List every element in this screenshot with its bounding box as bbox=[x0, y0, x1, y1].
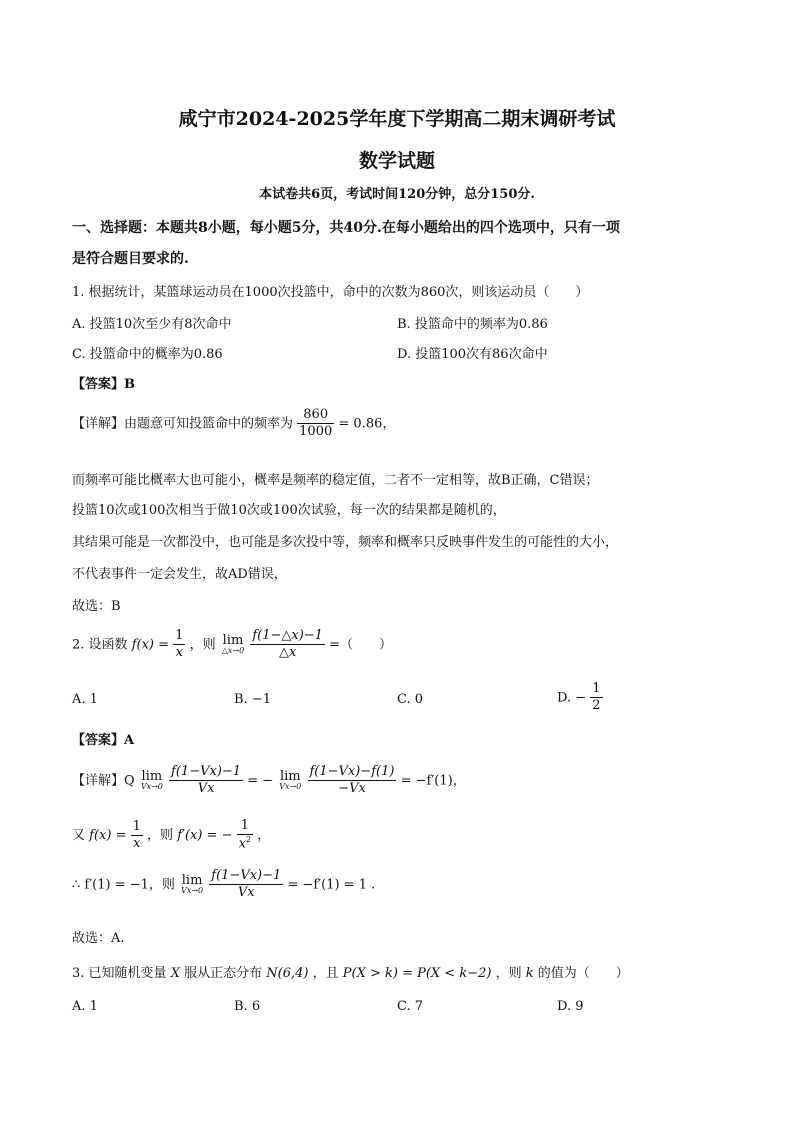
q2-option-c: C. 0 bbox=[397, 692, 424, 707]
exam-title: 咸宁市2024-2025学年度下学期高二期末调研考试 bbox=[178, 108, 616, 130]
q2-line3-lim-sub: Vx→0 bbox=[181, 886, 204, 896]
q3-option-a: A. 1 bbox=[72, 999, 98, 1014]
q2-line2-den: x bbox=[133, 835, 141, 851]
q2-stem-prefix: 2. 设函数 bbox=[72, 637, 128, 653]
q2-limit-num: f(1−△x)−1 bbox=[250, 628, 325, 645]
q2-detail-num-2: f(1−Vx)−f(1) bbox=[308, 764, 397, 781]
q1-stem: 1. 根据统计，某篮球运动员在1000次投篮中，命中的次数为860次，则该运动员（ ） bbox=[72, 285, 589, 300]
q3-option-c: C. 7 bbox=[397, 999, 424, 1014]
q2-option-d-den: 2 bbox=[592, 698, 601, 714]
q2-line2-frac-2 bbox=[237, 818, 253, 853]
q3-stem bbox=[72, 962, 629, 981]
exam-info: 本试卷共6页，考试时间120分钟，总分150分. bbox=[259, 187, 535, 202]
q1-frac-den: 1000 bbox=[299, 424, 333, 440]
q2-line2-fx: f(x) = bbox=[89, 827, 127, 843]
exam-subtitle: 数学试题 bbox=[358, 150, 435, 172]
q2-detail-limit-2 bbox=[279, 770, 301, 791]
q2-limit bbox=[222, 634, 244, 655]
q3-stem-suffix: 的值为（ ） bbox=[537, 966, 629, 981]
q2-detail-lim-sub-1: Vx→0 bbox=[140, 782, 163, 792]
section-heading-line1: 一、选择题：本题共8小题，每小题5分，共40分.在每小题给出的四个选项中，只有一项 bbox=[72, 220, 620, 236]
q2-stem bbox=[72, 628, 392, 662]
q2-line2-prefix: 又 bbox=[72, 827, 86, 843]
q3-var-x: X bbox=[170, 966, 180, 981]
q2-line3-limit bbox=[181, 874, 203, 895]
q2-line3-num: f(1−Vx)−1 bbox=[209, 868, 283, 885]
q2-option-d bbox=[557, 681, 603, 715]
q2-line3-frac bbox=[209, 868, 283, 902]
q2-option-d-frac bbox=[590, 681, 602, 715]
q3-probability: P(X > k) = P(X < k−2) bbox=[342, 966, 492, 981]
q3-stem-mid3: ，则 bbox=[495, 966, 522, 981]
q3-option-d: D. 9 bbox=[557, 999, 584, 1014]
q2-line3-lim-label: lim bbox=[181, 873, 203, 889]
q2-detail-lim-label-2: lim bbox=[279, 769, 301, 785]
q2-detail-den-2: −Vx bbox=[338, 781, 366, 797]
q1-detail-line-4: 不代表事件一定会发生，故AD错误， bbox=[72, 567, 287, 582]
q1-detail-suffix: = 0.86， bbox=[338, 416, 396, 432]
q1-detail-line-1: 而频率可能比概率大也可能小，概率是频率的稳定值，二者不一定相等，故B正确，C错误； bbox=[72, 473, 599, 488]
q2-stem-suffix: =（ ） bbox=[329, 637, 392, 653]
q3-stem-prefix: 3. 已知随机变量 bbox=[72, 966, 167, 981]
q2-detail-frac-2 bbox=[308, 764, 397, 798]
q2-line2-fpx: f′(x) = − bbox=[177, 827, 233, 843]
q2-option-d-num: 1 bbox=[590, 681, 602, 698]
q2-detail-line-2 bbox=[72, 818, 270, 853]
q2-detail-limit-1 bbox=[141, 770, 163, 791]
q1-answer: 【答案】B bbox=[72, 377, 135, 392]
q3-stem-mid1: 服从正态分布 bbox=[184, 966, 263, 981]
q2-frac-num: 1 bbox=[173, 628, 185, 645]
q1-option-c: C. 投篮命中的概率为0.86 bbox=[72, 347, 223, 362]
q2-lim-sub: △x→0 bbox=[221, 646, 245, 656]
q1-detail-line-3: 其结果可能是一次都没中，也可能是多次投中等，频率和概率只反映事件发生的可能性的大小， bbox=[72, 535, 619, 550]
q2-detail-lim-sub-2: Vx→0 bbox=[279, 782, 302, 792]
q2-line3-prefix: ∴ f′(1) = −1，则 bbox=[72, 877, 175, 893]
q2-detail-line-1 bbox=[72, 764, 466, 798]
q3-option-b: B. 6 bbox=[234, 999, 261, 1014]
q2-line2-num-2: 1 bbox=[237, 818, 253, 835]
q3-stem-mid2: ，且 bbox=[312, 966, 339, 981]
section-heading-line2: 是符合题目要求的. bbox=[72, 251, 189, 267]
q2-detail-eq-2: = −f′(1)， bbox=[400, 773, 466, 789]
q2-detail-den-1: Vx bbox=[197, 781, 215, 797]
q1-option-b: B. 投篮命中的频率为0.86 bbox=[397, 317, 548, 332]
q2-lim-label: lim bbox=[222, 633, 244, 649]
q2-detail-eq-1: = − bbox=[247, 773, 274, 789]
q2-line3-eq: = −f′(1) = 1 . bbox=[287, 877, 376, 893]
q2-frac-1-over-x bbox=[173, 628, 185, 662]
q1-detail bbox=[72, 407, 395, 441]
q1-detail-line-2: 投篮10次或100次相当于做10次或100次试验，每一次的结果都是随机的， bbox=[72, 503, 506, 518]
q2-option-a: A. 1 bbox=[72, 692, 98, 707]
q1-choose: 故选：B bbox=[72, 599, 121, 614]
q2-limit-den: △x bbox=[278, 645, 297, 661]
q2-choose: 故选：A. bbox=[72, 931, 125, 946]
q1-option-d: D. 投篮100次有86次命中 bbox=[397, 347, 548, 362]
q1-detail-prefix: 【详解】由题意可知投篮命中的频率为 bbox=[72, 416, 294, 432]
q2-line2-frac bbox=[131, 819, 143, 853]
q2-line2-end: ， bbox=[257, 827, 271, 843]
q2-fx: f(x) = bbox=[131, 637, 169, 653]
q2-line2-x: x bbox=[238, 836, 246, 852]
q2-stem-mid: ，则 bbox=[189, 637, 216, 653]
q1-frac-num: 860 bbox=[297, 407, 334, 424]
q2-answer: 【答案】A bbox=[72, 733, 135, 748]
q2-detail-num-1: f(1−Vx)−1 bbox=[169, 764, 243, 781]
q2-line2-den-2 bbox=[237, 835, 253, 853]
q2-option-d-prefix: D. − bbox=[557, 690, 587, 706]
q3-var-k: k bbox=[525, 966, 534, 981]
q3-normal: N(6,4) bbox=[266, 966, 309, 981]
q2-frac-den: x bbox=[175, 645, 183, 661]
q1-fraction bbox=[297, 407, 334, 441]
q2-detail-lim-label-1: lim bbox=[141, 769, 163, 785]
q2-limit-fraction bbox=[250, 628, 325, 662]
q2-line3-den: Vx bbox=[237, 885, 255, 901]
q2-line2-sup: 2 bbox=[245, 835, 252, 845]
q1-option-a: A. 投篮10次至少有8次命中 bbox=[72, 317, 232, 332]
q2-line2-mid: ，则 bbox=[147, 827, 174, 843]
q2-detail-frac-1 bbox=[169, 764, 243, 798]
q2-line2-num: 1 bbox=[131, 819, 143, 836]
q2-detail-prefix: 【详解】Q bbox=[72, 773, 135, 789]
q2-option-b: B. −1 bbox=[234, 692, 271, 707]
q2-detail-line-3 bbox=[72, 868, 375, 902]
